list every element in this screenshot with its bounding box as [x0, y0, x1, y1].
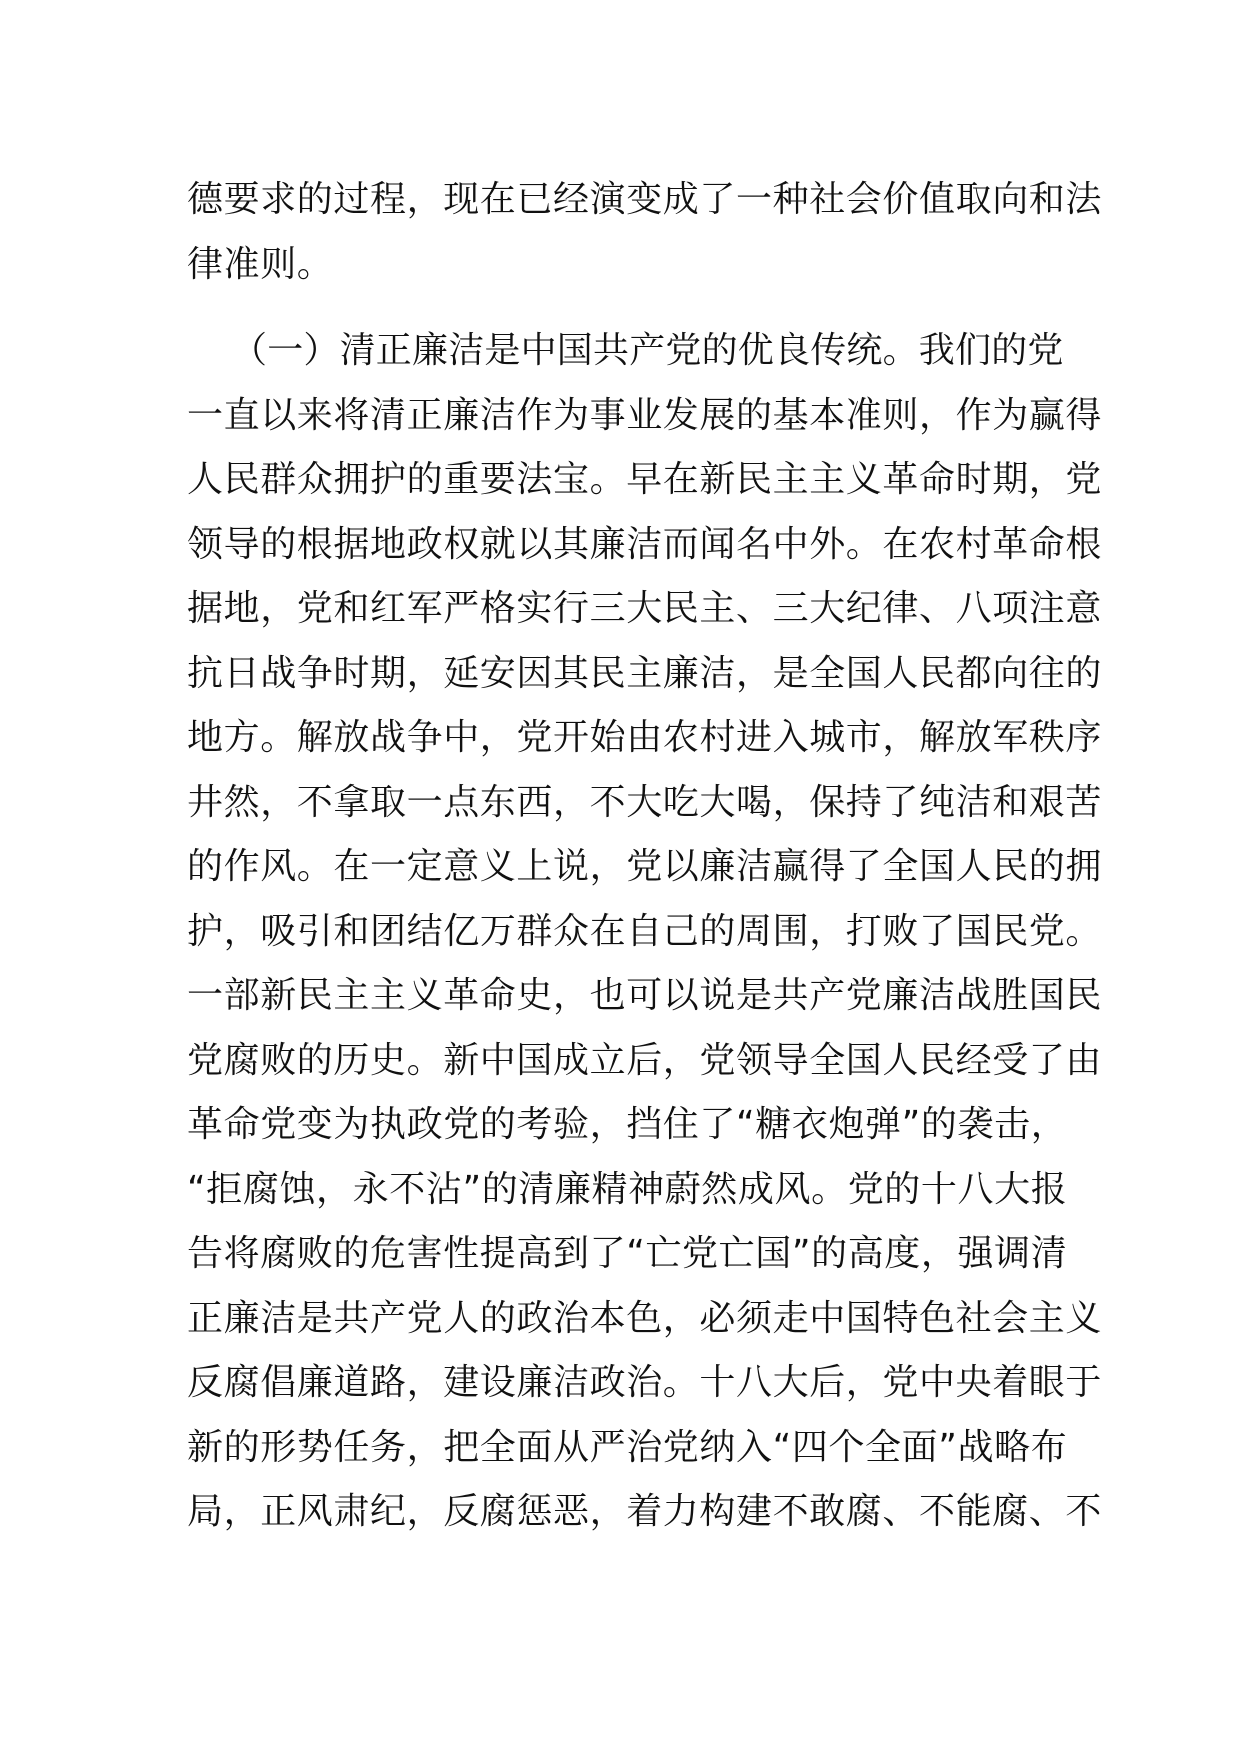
text-line: 革命党变为执政党的考验，挡住了“糖衣炮弹”的袭击，: [187, 1104, 1068, 1145]
text-line: （一）清正廉洁是中国共产党的优良传统。我们的党: [231, 330, 1064, 371]
text-line: 地方。解放战争中，党开始由农村进入城市，解放军秩序: [187, 717, 1103, 758]
text-line: 党腐败的历史。新中国成立后，党领导全国人民经受了由: [187, 1039, 1103, 1081]
text-line: 局，正风肃纪，反腐惩恶，着力构建不敢腐、不能腐、不: [187, 1491, 1103, 1532]
text-line: 一部新民主主义革命史，也可以说是共产党廉洁战胜国民: [187, 975, 1103, 1016]
text-line: 据地，党和红军严格实行三大民主、三大纪律、八项注意: [187, 588, 1103, 629]
text-line: 的作风。在一定意义上说，党以廉洁赢得了全国人民的拥: [187, 846, 1103, 887]
text-line: 护，吸引和团结亿万群众在自己的周围，打败了国民党。: [187, 910, 1103, 952]
text-line: 律准则。: [187, 243, 334, 285]
text-line: 人民群众拥护的重要法宝。早在新民主主义革命时期，党: [187, 459, 1103, 500]
text-line: 新的形势任务，把全面从严治党纳入“四个全面”战略布: [187, 1426, 1068, 1468]
text-line: 反腐倡廉道路，建设廉洁政治。十八大后，党中央着眼于: [187, 1362, 1103, 1403]
text-line: 抗日战争时期，延安因其民主廉洁，是全国人民都向往的: [187, 652, 1103, 694]
text-line: 德要求的过程，现在已经演变成了一种社会价值取向和法: [187, 179, 1103, 220]
text-line: “拒腐蚀，永不沾”的清廉精神蔚然成风。党的十八大报: [187, 1168, 1068, 1210]
paragraph-gap: [187, 297, 1057, 319]
text-line: 一直以来将清正廉洁作为事业发展的基本准则，作为赢得: [187, 394, 1103, 436]
body-text: [187, 168, 1103, 1545]
text-line: 井然，不拿取一点东西，不大吃大喝，保持了纯洁和艰苦: [187, 781, 1103, 823]
text-line: 正廉洁是共产党人的政治本色，必须走中国特色社会主义: [187, 1297, 1103, 1339]
text-line: 领导的根据地政权就以其廉洁而闻名中外。在农村革命根: [187, 523, 1103, 565]
text-line: 告将腐败的危害性提高到了“亡党亡国”的高度，强调清: [187, 1233, 1068, 1274]
